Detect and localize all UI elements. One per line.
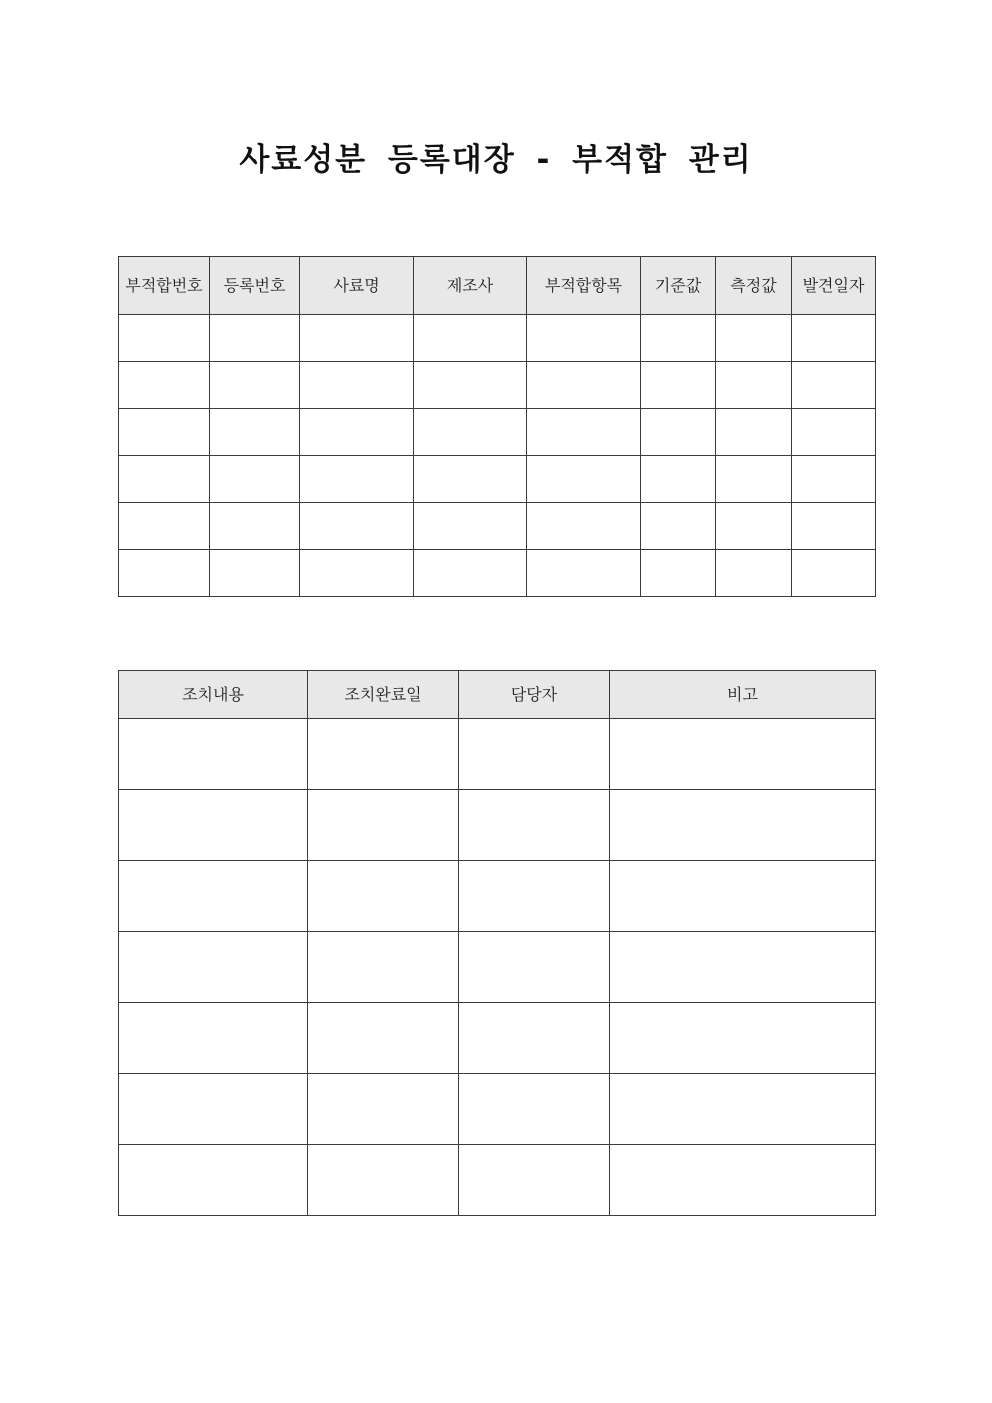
table-cell[interactable] (610, 719, 876, 790)
header-nonconformity-number: 부적합번호 (119, 257, 210, 315)
table-cell[interactable] (610, 861, 876, 932)
table-cell[interactable] (300, 315, 414, 362)
table-row (119, 932, 876, 1003)
table-cell[interactable] (119, 719, 308, 790)
table-cell[interactable] (414, 315, 527, 362)
table-cell[interactable] (716, 409, 792, 456)
table-cell[interactable] (716, 456, 792, 503)
table-header-row (119, 671, 876, 719)
table-cell[interactable] (119, 503, 210, 550)
table-cell[interactable] (414, 409, 527, 456)
table-cell[interactable] (716, 315, 792, 362)
table-cell[interactable] (610, 1003, 876, 1074)
table-cell[interactable] (716, 550, 792, 597)
table-cell[interactable] (641, 456, 716, 503)
table-cell[interactable] (300, 362, 414, 409)
table-cell[interactable] (716, 503, 792, 550)
table-cell[interactable] (308, 790, 459, 861)
table-cell[interactable] (414, 456, 527, 503)
table-cell[interactable] (210, 409, 300, 456)
table-cell[interactable] (308, 861, 459, 932)
table-cell[interactable] (459, 932, 610, 1003)
table-cell[interactable] (119, 409, 210, 456)
table-row (119, 315, 876, 362)
page-title: 사료성분 등록대장 - 부적합 관리 (239, 142, 753, 178)
table-cell[interactable] (308, 1145, 459, 1216)
table-cell[interactable] (610, 790, 876, 861)
table-cell[interactable] (119, 456, 210, 503)
table-cell[interactable] (414, 503, 527, 550)
table-cell[interactable] (300, 456, 414, 503)
table-cell[interactable] (119, 1145, 308, 1216)
table-cell[interactable] (641, 503, 716, 550)
table-row (119, 719, 876, 790)
nonconformity-table (118, 256, 876, 597)
table-cell[interactable] (641, 315, 716, 362)
table-cell[interactable] (527, 409, 641, 456)
table-cell[interactable] (792, 503, 876, 550)
table-cell[interactable] (210, 550, 300, 597)
table-cell[interactable] (641, 362, 716, 409)
table-row (119, 550, 876, 597)
table-row (119, 362, 876, 409)
table-row (119, 1003, 876, 1074)
table-cell[interactable] (119, 790, 308, 861)
table-cell[interactable] (119, 1003, 308, 1074)
table-cell[interactable] (610, 1145, 876, 1216)
table-cell[interactable] (459, 1145, 610, 1216)
header-manufacturer: 제조사 (414, 257, 527, 315)
table-cell[interactable] (210, 456, 300, 503)
table-header-row (119, 257, 876, 315)
table-cell[interactable] (459, 790, 610, 861)
table-cell[interactable] (300, 503, 414, 550)
table-cell[interactable] (459, 1074, 610, 1145)
table-cell[interactable] (641, 409, 716, 456)
header-measured-value: 측정값 (716, 257, 792, 315)
table-cell[interactable] (527, 503, 641, 550)
table-cell[interactable] (414, 362, 527, 409)
table-cell[interactable] (792, 315, 876, 362)
table-cell[interactable] (119, 861, 308, 932)
header-person-in-charge: 담당자 (459, 671, 610, 719)
table-cell[interactable] (119, 315, 210, 362)
table-cell[interactable] (308, 1003, 459, 1074)
table-cell[interactable] (119, 932, 308, 1003)
table-row (119, 1145, 876, 1216)
header-remarks: 비고 (610, 671, 876, 719)
table-cell[interactable] (792, 409, 876, 456)
table-cell[interactable] (792, 550, 876, 597)
table-cell[interactable] (610, 1074, 876, 1145)
table-cell[interactable] (119, 1074, 308, 1145)
table-cell[interactable] (119, 362, 210, 409)
table-cell[interactable] (792, 362, 876, 409)
action-table (118, 670, 876, 1216)
table-row (119, 1074, 876, 1145)
table-cell[interactable] (308, 719, 459, 790)
table-cell[interactable] (792, 456, 876, 503)
table-cell[interactable] (300, 550, 414, 597)
table-row (119, 790, 876, 861)
header-reference-value: 기준값 (641, 257, 716, 315)
header-registration-number: 등록번호 (210, 257, 300, 315)
table-row (119, 503, 876, 550)
table-cell[interactable] (308, 932, 459, 1003)
table-cell[interactable] (119, 550, 210, 597)
table-cell[interactable] (610, 932, 876, 1003)
table-cell[interactable] (459, 1003, 610, 1074)
table-cell[interactable] (308, 1074, 459, 1145)
header-nonconformity-item: 부적합항목 (527, 257, 641, 315)
table-cell[interactable] (459, 719, 610, 790)
table-cell[interactable] (210, 362, 300, 409)
table-cell[interactable] (641, 550, 716, 597)
table-cell[interactable] (459, 861, 610, 932)
table-cell[interactable] (527, 550, 641, 597)
header-feed-name: 사료명 (300, 257, 414, 315)
table-cell[interactable] (414, 550, 527, 597)
table-row (119, 456, 876, 503)
header-action-content: 조치내용 (119, 671, 308, 719)
table-cell[interactable] (300, 409, 414, 456)
table-row (119, 861, 876, 932)
table-cell[interactable] (210, 315, 300, 362)
table-cell[interactable] (527, 456, 641, 503)
table-cell[interactable] (527, 315, 641, 362)
table-cell[interactable] (210, 503, 300, 550)
table-cell[interactable] (527, 362, 641, 409)
header-action-completion-date: 조치완료일 (308, 671, 459, 719)
header-found-date: 발견일자 (792, 257, 876, 315)
table-row (119, 409, 876, 456)
table-cell[interactable] (716, 362, 792, 409)
